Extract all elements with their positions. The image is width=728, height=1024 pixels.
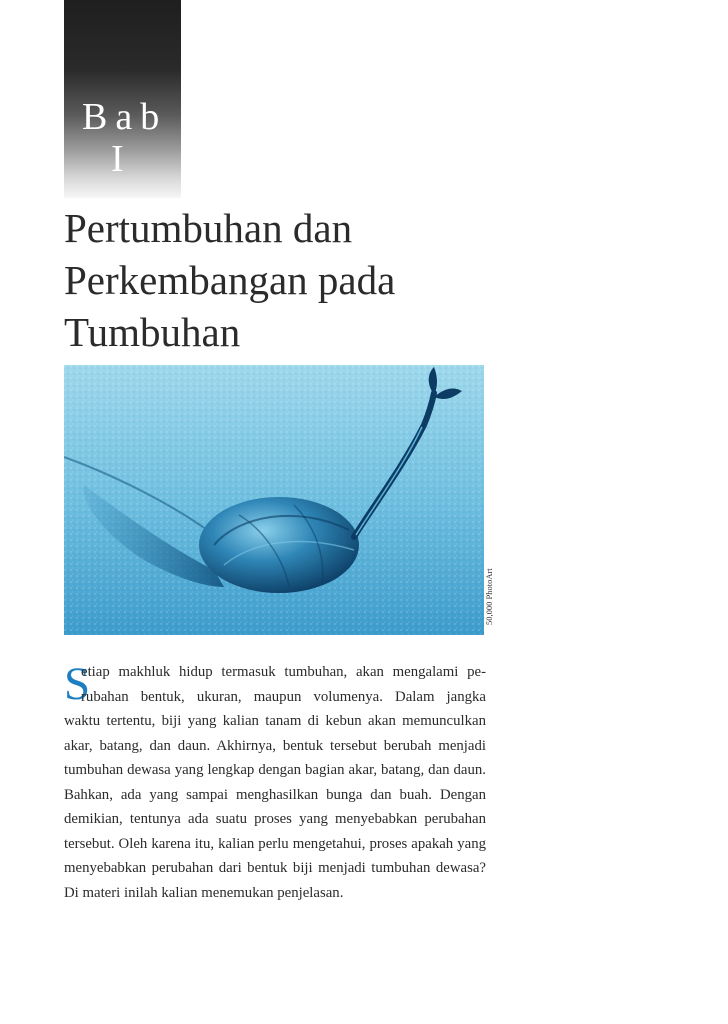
intro-line: etiap makhluk hidup termasuk tumbuhan, akan mengalami pe- [81,664,486,680]
chapter-number: I [111,138,124,180]
chapter-label: Bab [82,96,168,138]
intro-line: waktu tertentu, biji yang kalian tanam di kebun akan memunculkan [64,713,486,729]
intro-line: demikian, tentunya ada suatu proses yang menyebabkan perubahan [64,811,486,827]
intro-line: Di materi inilah kalian menemukan penjelasan. [64,884,344,901]
chapter-title [64,202,494,358]
photo-credit: 50,000 PhotoArt [484,568,494,625]
intro-paragraph [64,660,486,905]
intro-line: Bahkan, ada yang sampai menghasilkan bunga dan buah. Dengan [64,786,486,803]
intro-line: menyebabkan perubahan dari bentuk biji menjadi tumbuhan dewasa? [64,860,486,876]
intro-line: tumbuhan dewasa yang lengkap dengan bagian akar, batang, dan daun. [64,762,486,778]
chapter-label-block [64,0,181,198]
intro-line: rubahan bentuk, ukuran, maupun volumenya. Dalam jangka [81,688,486,705]
intro-line: tersebut. Oleh karena itu, kalian perlu mengetahui, proses apakah yang [64,835,486,852]
chapter-title-line: Pertumbuhan dan [64,205,353,251]
seed-sprouting-photo [64,365,484,635]
chapter-title-line: Perkembangan pada [64,257,396,303]
intro-line: akar, batang, dan daun. Akhirnya, bentuk tersebut berubah menjadi [64,737,486,754]
chapter-title-line: Tumbuhan [64,309,241,355]
intro-first-lines [64,660,486,709]
drop-cap: S [64,658,91,710]
